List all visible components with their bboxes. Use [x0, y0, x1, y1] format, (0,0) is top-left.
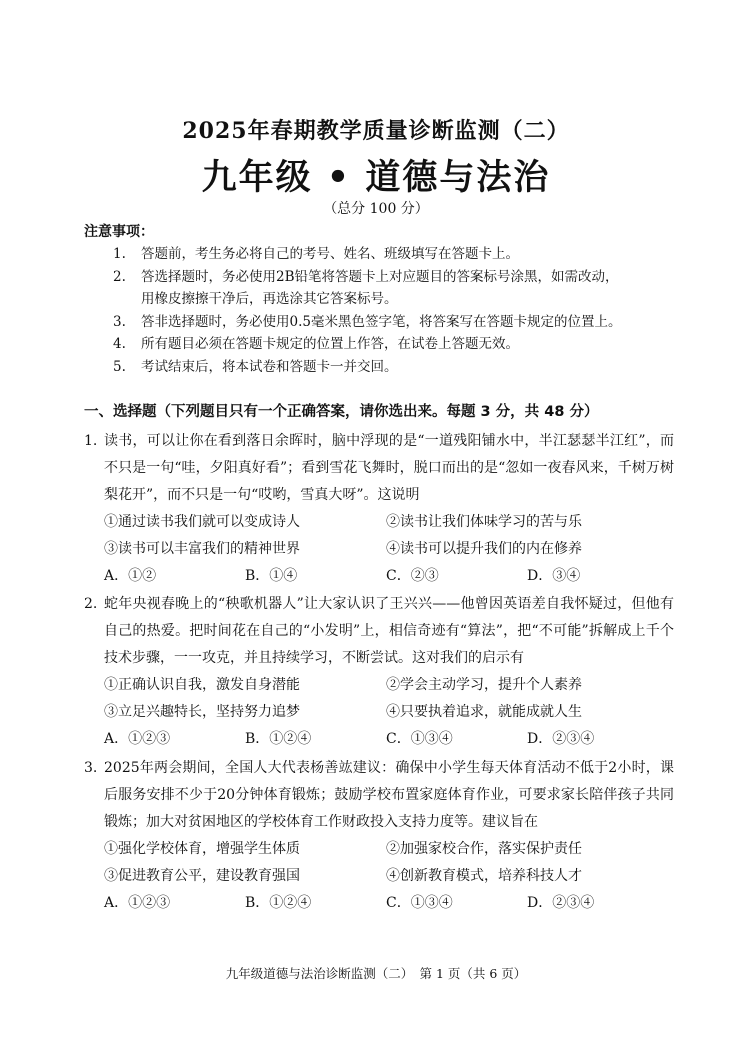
question-stem: 蛇年央视春晚上的“秧歌机器人”让大家认识了王兴兴——他曾因英语差自我怀疑过，但他有自己的热爱。把时间花在自己的“小发明”上，相信奇迹有“算法”，把“不可能”拆解成上千个技术步骤，一一攻克，并且持续学习，不断尝试。这对我们的启示有	[104, 596, 674, 666]
question-3	[84, 755, 674, 917]
total-score: （总分 100 分）	[323, 201, 429, 217]
answer-choice-a: A．①②	[104, 568, 157, 584]
question-2	[84, 591, 674, 753]
notice-text: 所有题目必须在答题卡规定的位置上作答，在试卷上答题无效。	[141, 336, 519, 352]
question-number: 3.	[84, 760, 98, 776]
statement-option: ①强化学校体育，增强学生体质	[104, 841, 300, 857]
notice-number: 5.	[113, 358, 126, 375]
statement-option: ②加强家校合作，落实保护责任	[386, 841, 582, 857]
answer-choice-a: A．①②③	[104, 895, 171, 911]
notice-text: 答非选择题时，务必使用0.5毫米黑色签字笔，将答案写在答题卡规定的位置上。	[141, 313, 622, 330]
statement-options	[84, 836, 674, 890]
answer-choice-c: C．②③	[386, 568, 439, 584]
statement-option: ③立足兴趣特长，坚持努力追梦	[104, 704, 300, 720]
notice-text: 答题前，考生务必将自己的考号、姓名、班级填写在答题卡上。	[141, 246, 519, 262]
answer-choice-a: A．①②③	[104, 731, 171, 747]
answer-choices	[84, 890, 674, 917]
notice-text: 考试结束后，将本试卷和答题卡一并交回。	[141, 358, 398, 375]
notice-number: 3.	[113, 313, 126, 330]
notice-item	[113, 243, 673, 266]
answer-choice-d: D．②③④	[527, 731, 595, 747]
answer-choices	[84, 726, 674, 753]
answer-choice-b: B．①②④	[245, 895, 312, 911]
exam-title: 2025年春期教学质量诊断监测（二）	[182, 118, 570, 144]
notice-item	[113, 266, 673, 311]
answer-choice-d: D．③④	[527, 568, 581, 584]
question-1	[84, 428, 674, 590]
answer-choice-d: D．②③④	[527, 895, 595, 911]
statement-option: ④只要执着追求，就能成就人生	[386, 704, 582, 720]
statement-option: ②学会主动学习，提升个人素养	[386, 677, 582, 693]
statement-option: ①通过读书我们就可以变成诗人	[104, 514, 300, 530]
question-number: 2.	[84, 596, 98, 612]
statement-options	[84, 509, 674, 563]
statement-options	[84, 672, 674, 726]
notice-item	[113, 356, 673, 379]
statement-option: ③促进教育公平，建设教育强国	[104, 868, 300, 884]
answer-choice-c: C．①③④	[386, 731, 453, 747]
notice-heading: 注意事项：	[84, 224, 154, 240]
section-heading: 一、选择题（下列题目只有一个正确答案，请你选出来。每题 3 分，共 48 分）	[84, 404, 599, 420]
statement-option: ④读书可以提升我们的内在修养	[386, 541, 582, 557]
notice-number: 1.	[113, 246, 126, 262]
question-number: 1.	[84, 433, 98, 449]
question-stem: 2025年两会期间，全国人大代表杨善竑建议：确保中小学生每天体育活动不低于2小时，课后服务安排不少于20分钟体育锻炼；鼓励学校布置家庭体育作业，可要求家长陪伴孩子共同锻炼；加大对贫困地区的学校体育工作财政投入支持力度等。建议旨在	[104, 760, 674, 830]
notice-item	[113, 311, 673, 334]
answer-choice-b: B．①②④	[245, 731, 312, 747]
answer-choice-c: C．①③④	[386, 895, 453, 911]
statement-option: ①正确认识自我，激发自身潜能	[104, 677, 300, 693]
notice-text: 答选择题时，务必使用2B铅笔将答题卡上对应题目的答案标号涂黑，如需改动，	[141, 268, 619, 285]
answer-choices	[84, 563, 674, 590]
subject-title: 九年级 • 道德与法治	[201, 157, 551, 198]
answer-choice-b: B．①④	[245, 568, 298, 584]
statement-option: ④创新教育模式，培养科技人才	[386, 868, 582, 884]
notice-number: 4.	[113, 336, 126, 352]
notice-number: 2.	[113, 268, 126, 285]
notice-text-continued: 用橡皮擦擦干净后，再选涂其它答案标号。	[141, 291, 398, 307]
notice-item	[113, 333, 673, 356]
question-stem: 读书，可以让你在看到落日余晖时，脑中浮现的是“一道残阳铺水中，半江瑟瑟半江红”，而不只是一句“哇，夕阳真好看”；看到雪花飞舞时，脱口而出的是“忽如一夜春风来，千树万树梨花开”，而不只是一句“哎哟，雪真大呀”。这说明	[104, 433, 674, 503]
statement-option: ③读书可以丰富我们的精神世界	[104, 541, 300, 557]
statement-option: ②读书让我们体味学习的苦与乐	[386, 514, 582, 530]
page-footer: 九年级道德与法治诊断监测（二） 第 1 页（共 6 页）	[225, 966, 527, 981]
notice-list	[113, 243, 673, 378]
